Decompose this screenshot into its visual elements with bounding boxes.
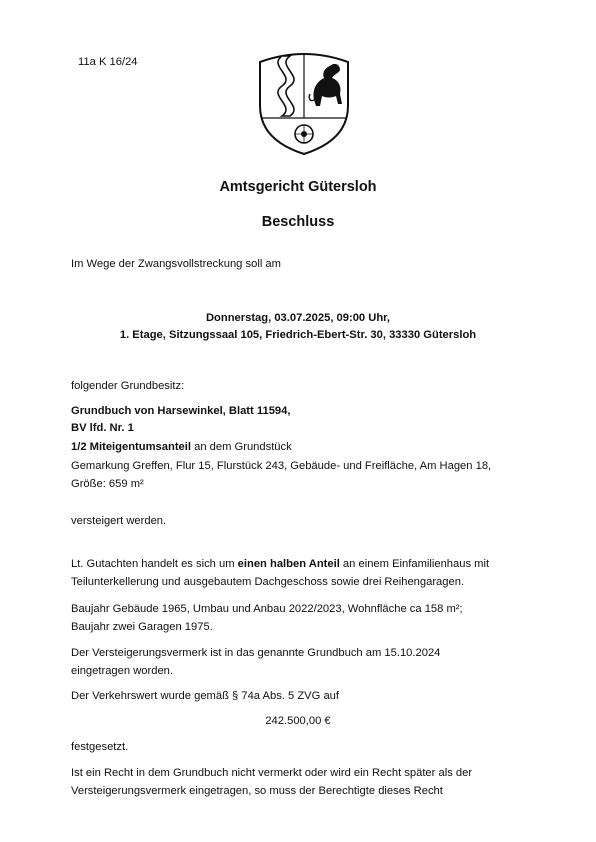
appointment-date: Donnerstag, 03.07.2025, 09:00 Uhr, xyxy=(205,312,391,324)
appraisal-pre: Lt. Gutachten handelt es sich um xyxy=(71,558,238,570)
registration-line-1: Der Versteigerungsvermerk ist in das genannte Grundbuch am 15.10.2024 xyxy=(71,647,441,659)
build-year-line-2: Baujahr zwei Garagen 1975. xyxy=(71,621,213,633)
rights-line-2: Versteigerungsvermerk eingetragen, so muss der Berechtigte dieses Recht xyxy=(71,785,443,797)
appraisal-bold: einen halben Anteil xyxy=(237,558,340,570)
build-year-line-1: Baujahr Gebäude 1965, Umbau und Anbau 2022/2023, Wohnfläche ca 158 m²; xyxy=(71,603,463,615)
court-name: Amtsgericht Gütersloh xyxy=(219,179,377,195)
share-bold: 1/2 Miteigentumsanteil xyxy=(71,441,191,453)
fixed-text: festgesetzt. xyxy=(71,741,129,753)
appointment-location: 1. Etage, Sitzungssaal 105, Friedrich-Ebert-Str. 30, 33330 Gütersloh xyxy=(119,329,477,341)
share-line xyxy=(71,440,292,454)
intro-text: Im Wege der Zwangsvollstreckung soll am xyxy=(71,258,281,270)
rights-line-1: Ist ein Recht in dem Grundbuch nicht vermerkt oder wird ein Recht später als der xyxy=(71,767,473,779)
share-rest: an dem Grundstück xyxy=(190,441,292,453)
coat-of-arms xyxy=(254,48,354,156)
property-label: folgender Grundbesitz: xyxy=(71,380,185,392)
appraisal-line-1 xyxy=(71,557,489,571)
auction-text: versteigert werden. xyxy=(71,515,167,527)
gemarkung-line: Gemarkung Greffen, Flur 15, Flurstück 243, Gebäude- und Freifläche, Am Hagen 18, xyxy=(71,460,492,472)
land-register: Grundbuch von Harsewinkel, Blatt 11594, xyxy=(71,405,291,417)
market-value-text: Der Verkehrswert wurde gemäß § 74a Abs. 5 ZVG auf xyxy=(71,690,340,702)
size-line: Größe: 659 m² xyxy=(71,478,144,490)
file-reference: 11a K 16/24 xyxy=(78,56,138,68)
appraisal-line-2: Teilunterkellerung und ausgebautem Dachgeschoss sowie drei Reihengaragen. xyxy=(71,576,465,588)
bv-number: BV lfd. Nr. 1 xyxy=(71,422,134,434)
appraisal-post: an einem Einfamilienhaus mit xyxy=(339,558,490,570)
document-type: Beschluss xyxy=(261,214,335,230)
market-value-amount: 242.500,00 € xyxy=(265,715,331,727)
registration-line-2: eingetragen worden. xyxy=(71,665,174,677)
